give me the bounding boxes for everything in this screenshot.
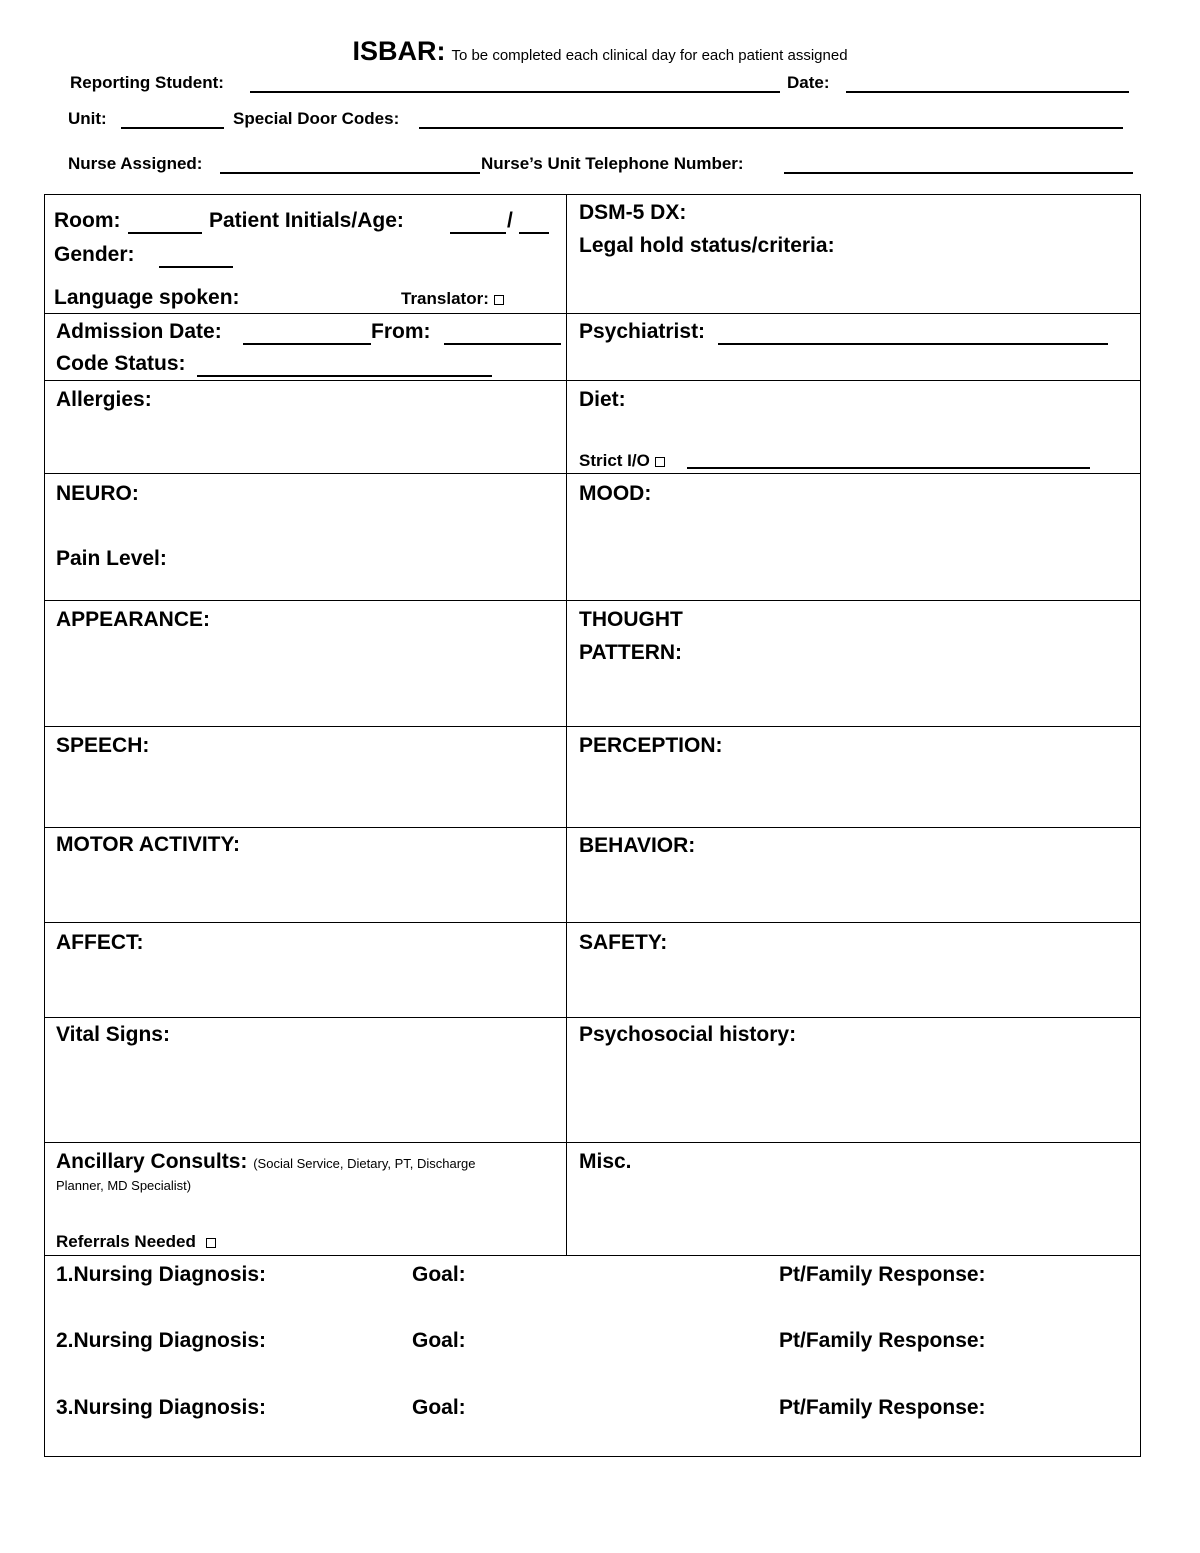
- gender-label: Gender:: [54, 243, 135, 266]
- psychosocial-label: Psychosocial history:: [579, 1023, 797, 1046]
- nursing-dx-3: 3.Nursing Diagnosis:: [56, 1396, 267, 1419]
- reporting-student-label: Reporting Student:: [70, 73, 224, 92]
- gender-field[interactable]: [159, 266, 233, 268]
- door-codes-field[interactable]: [419, 127, 1123, 129]
- room-label: Room:: [54, 209, 121, 232]
- goal-3: Goal:: [412, 1396, 466, 1419]
- behavior-label: BEHAVIOR:: [579, 834, 696, 857]
- admission-date-label: Admission Date:: [56, 320, 222, 343]
- dsm-label: DSM-5 DX:: [579, 201, 687, 224]
- goal-2: Goal:: [412, 1329, 466, 1352]
- age-field[interactable]: [519, 232, 549, 234]
- initials-field[interactable]: [450, 232, 506, 234]
- strict-io-label-text: Strict I/O: [579, 451, 650, 470]
- door-codes-label: Special Door Codes:: [233, 109, 400, 128]
- ancillary-label-text: Ancillary Consults:: [56, 1150, 248, 1173]
- row-divider: [44, 922, 1141, 923]
- nursing-dx-1: 1.Nursing Diagnosis:: [56, 1263, 267, 1286]
- misc-label: Misc.: [579, 1150, 632, 1173]
- speech-label: SPEECH:: [56, 734, 150, 757]
- admission-date-field[interactable]: [243, 343, 371, 345]
- row-divider: [44, 600, 1141, 601]
- response-2: Pt/Family Response:: [779, 1329, 986, 1352]
- row-divider: [44, 380, 1141, 381]
- psychiatrist-field[interactable]: [718, 343, 1108, 345]
- row-divider: [44, 726, 1141, 727]
- strict-io-checkbox[interactable]: [655, 457, 665, 467]
- column-divider: [566, 194, 567, 1255]
- code-status-label: Code Status:: [56, 352, 186, 375]
- ancillary-label: [56, 1150, 476, 1174]
- translator-label-text: Translator:: [401, 289, 489, 308]
- response-1: Pt/Family Response:: [779, 1263, 986, 1286]
- row-divider: [44, 827, 1141, 828]
- safety-label: SAFETY:: [579, 931, 668, 954]
- room-field[interactable]: [128, 232, 202, 234]
- thought-label-line2: PATTERN:: [579, 641, 683, 664]
- legal-hold-label: Legal hold status/criteria:: [579, 234, 835, 257]
- code-status-field[interactable]: [197, 375, 492, 377]
- strict-io-field[interactable]: [687, 467, 1090, 469]
- form-title-row: [0, 36, 1200, 67]
- strict-io-label: [579, 451, 665, 471]
- appearance-label: APPEARANCE:: [56, 608, 211, 631]
- form-title: ISBAR:: [352, 36, 446, 66]
- initials-age-label: Patient Initials/Age:: [209, 209, 404, 232]
- from-label: From:: [371, 320, 431, 343]
- ancillary-note-line2: Planner, MD Specialist): [56, 1178, 192, 1193]
- ancillary-note-line1: (Social Service, Dietary, PT, Discharge: [253, 1156, 476, 1171]
- neuro-label: NEURO:: [56, 482, 139, 505]
- row-divider: [44, 1255, 1141, 1256]
- mood-label: MOOD:: [579, 482, 652, 505]
- row-divider: [44, 1142, 1141, 1143]
- allergies-label: Allergies:: [56, 388, 152, 411]
- goal-1: Goal:: [412, 1263, 466, 1286]
- nursing-dx-2: 2.Nursing Diagnosis:: [56, 1329, 267, 1352]
- pain-level-label: Pain Level:: [56, 547, 167, 570]
- psychiatrist-label: Psychiatrist:: [579, 320, 706, 343]
- unit-field[interactable]: [121, 127, 224, 129]
- referrals-label: [56, 1232, 216, 1252]
- date-field[interactable]: [846, 91, 1129, 93]
- reporting-student-field[interactable]: [250, 91, 780, 93]
- diet-label: Diet:: [579, 388, 626, 411]
- row-divider: [44, 1456, 1141, 1457]
- from-field[interactable]: [444, 343, 561, 345]
- response-3: Pt/Family Response:: [779, 1396, 986, 1419]
- vital-signs-label: Vital Signs:: [56, 1023, 170, 1046]
- row-divider: [44, 313, 1141, 314]
- affect-label: AFFECT:: [56, 931, 144, 954]
- row-divider: [44, 473, 1141, 474]
- nurse-assigned-label: Nurse Assigned:: [68, 154, 203, 173]
- thought-label-line1: THOUGHT: [579, 608, 683, 631]
- perception-label: PERCEPTION:: [579, 734, 723, 757]
- date-label: Date:: [787, 73, 830, 92]
- referrals-checkbox[interactable]: [206, 1238, 216, 1248]
- translator-label: [401, 289, 504, 309]
- nurse-phone-field[interactable]: [784, 172, 1133, 174]
- referrals-label-text: Referrals Needed: [56, 1232, 196, 1251]
- nurse-assigned-field[interactable]: [220, 172, 480, 174]
- translator-checkbox[interactable]: [494, 295, 504, 305]
- form-subtitle: To be completed each clinical day for each patient assigned: [451, 47, 848, 64]
- row-divider: [44, 1017, 1141, 1018]
- unit-label: Unit:: [68, 109, 107, 128]
- nurse-phone-label: Nurse’s Unit Telephone Number:: [481, 154, 744, 173]
- motor-activity-label: MOTOR ACTIVITY:: [56, 833, 240, 856]
- row-divider: [44, 194, 1141, 195]
- language-label: Language spoken:: [54, 286, 240, 309]
- initials-age-slash: /: [507, 209, 513, 232]
